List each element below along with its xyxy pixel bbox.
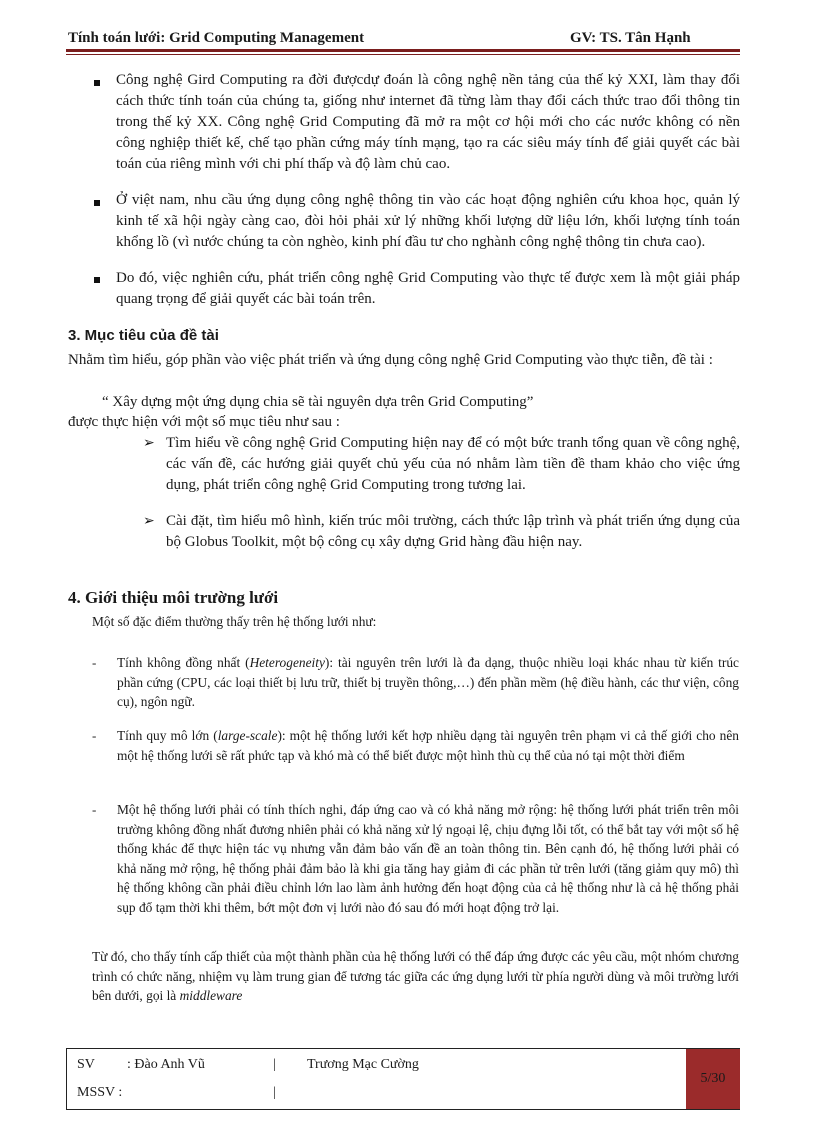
bullet-square-icon	[94, 277, 100, 283]
goal-text: Tìm hiểu về công nghệ Grid Computing hiện nay để có một bức tranh tổng quan về công nghệ, các vấn đề, các hướng giải quyết chủ yếu của nó nhằm làm tiền đề tham khảo cho việc ứng dụng, phát triển công nghệ Grid Computing trong tương lai.	[166, 435, 740, 493]
conclusion-paragraph	[92, 947, 739, 1006]
header-rule-thin	[66, 54, 740, 55]
section-3-quote: “ Xây dựng một ứng dụng chia sẽ tài nguyên dựa trên Grid Computing”	[102, 394, 534, 410]
dash-bullet-icon: -	[92, 655, 97, 670]
dash-bullet-icon: -	[92, 728, 97, 743]
section-4-intro: Một số đặc điểm thường thấy trên hệ thống lưới như:	[92, 614, 377, 629]
goal-item	[166, 511, 740, 553]
footer-separator: |	[273, 1057, 276, 1072]
item-text: Tính quy mô lớn (	[117, 728, 218, 743]
dash-bullet-icon: -	[92, 802, 97, 817]
bullet-square-icon	[94, 80, 100, 86]
item-text: ): một hệ thống lưới kết hợp nhiều dạng tài nguyên trên phạm vi cả thế giới cho nên một hệ thống lưới sẽ rất phức tạp và khó mà có thể biết được một hình thù cụ thể của nó tại một thời điểm	[117, 728, 739, 763]
conclusion-text: Từ đó, cho thấy tính cấp thiết của một thành phần của hệ thống lưới có thể đáp ứng được các yêu cầu, một nhóm chương trình có chức năng, nhiệm vụ làm trung gian để tương tác giữa các ứng dụng lưới từ phía người dùng và môi trường lưới bên dưới, gọi là	[92, 949, 739, 1003]
footer-mssv-label: MSSV :	[77, 1085, 123, 1100]
item-text: ): tài nguyên trên lưới là đa dạng, thuộc nhiều loại khác nhau từ kiến trúc phần cứng (CPU, các loại thiết bị lưu trữ, thiết bị truyền thông,…) đến phần mềm (hệ điều hành, các thư viện, công cụ), ngôn ngữ.	[117, 655, 740, 709]
item-text: Một hệ thống lưới phải có tính thích nghi, đáp ứng cao và có khả năng mở rộng: hệ thống lưới phát triển trên môi trường không đồng nhất đương nhiên phải có khả năng xử lý ngoại lệ, chịu đựng lỗi tốt, có thể bắt tay với một số hệ thống khác để thực hiện tác vụ nhưng vẫn đảm bảo vấn đề an toàn thông tin. Bên cạnh đó, hệ thống lưới phải có khả năng mở rộng, hệ thống phải đảm bảo là khi gia tăng hay giảm đi các phần tử trên lưới (tăng giảm quy mô) thì hệ thống không cần phải điều chỉnh lớn lao làm ảnh hưởng đến hoạt động của cả hệ thống như là cả hệ thống phải sụp đổ tạm thời khi thêm, bớt một đơn vị lưới nào đó sau đó mới hoạt động trở lại.	[117, 802, 739, 915]
page-number: 5/30	[700, 1071, 726, 1086]
bullet-text: Công nghệ Gird Computing ra đời đượcdự đoán là công nghệ nền tảng của thế kỷ XXI, làm thay đổi cách thức tính toán của chúng ta, giống như internet đã từng làm thay đổi cách thức trao đổi thông tin trong thế kỷ XX. Công nghệ Grid Computing đã mở ra một cơ hội mới cho các nước không có nền công nghiệp thiết kế, chế tạo phần cứng máy tính mạng, tạo ra các siêu máy tính để giải quyết các bài toán của riêng mình với chi phí thấp và độ làm chủ cao.	[116, 72, 740, 172]
characteristic-item	[117, 726, 739, 765]
section-3-lead: được thực hiện với một số mục tiêu như sau :	[68, 414, 340, 430]
arrow-bullet-icon: ➢	[143, 514, 155, 529]
bullet-text: Ở việt nam, nhu cầu ứng dụng công nghệ thông tin vào các hoạt động nghiên cứu khoa học, quản lý kinh tế xã hội ngày càng cao, đòi hỏi phải xử lý những khối lượng dữ liệu lớn, khối lượng tính toán khổng lồ (vì nước chúng ta còn nghèo, kinh phí đầu tư cho nghành công nghệ thông tin chưa cao).	[116, 192, 740, 250]
page-header	[68, 28, 740, 50]
goal-text: Cài đặt, tìm hiểu mô hình, kiến trúc môi trường, cách thức lập trình và phát triển ứng dụng của bộ Globus Toolkit, một bộ công cụ xây dựng Grid hàng đầu hiện nay.	[166, 513, 740, 550]
bullet-text: Do đó, việc nghiên cứu, phát triển công nghệ Grid Computing vào thực tế được xem là một giải pháp quang trọng để giải quyết các bài toán trên.	[116, 270, 740, 307]
footer-sv-label: SV	[77, 1057, 95, 1072]
footer-separator: |	[273, 1085, 276, 1100]
characteristic-item	[117, 653, 739, 712]
characteristic-item	[117, 800, 739, 917]
goal-item	[166, 433, 740, 496]
item-emphasis: Heterogeneity	[249, 655, 325, 670]
footer-second-student: Trương Mạc Cường	[307, 1057, 419, 1072]
arrow-bullet-icon: ➢	[143, 436, 155, 451]
bullet-paragraph	[116, 190, 740, 253]
page-number-box	[686, 1049, 740, 1109]
section-4-heading: 4. Giới thiệu môi trường lưới	[68, 588, 279, 607]
header-rule-thick	[66, 49, 740, 52]
bullet-square-icon	[94, 200, 100, 206]
section-3-intro-text: Nhằm tìm hiểu, góp phần vào việc phát triển và ứng dụng công nghệ Grid Computing vào thực tiễn, đề tài :	[68, 352, 713, 368]
header-title: Tính toán lưới: Grid Computing Management	[68, 30, 365, 46]
section-3-intro	[68, 350, 740, 371]
conclusion-emphasis: middleware	[179, 988, 243, 1003]
item-text: Tính không đồng nhất (	[117, 655, 250, 670]
bullet-paragraph	[116, 268, 740, 310]
page-footer	[66, 1048, 740, 1110]
bullet-paragraph	[116, 70, 740, 175]
header-lecturer: GV: TS. Tân Hạnh	[570, 30, 691, 46]
section-3-heading: 3. Mục tiêu của đề tài	[68, 327, 219, 344]
footer-sv-value: : Đào Anh Vũ	[127, 1057, 205, 1072]
item-emphasis: large-scale	[217, 728, 278, 743]
